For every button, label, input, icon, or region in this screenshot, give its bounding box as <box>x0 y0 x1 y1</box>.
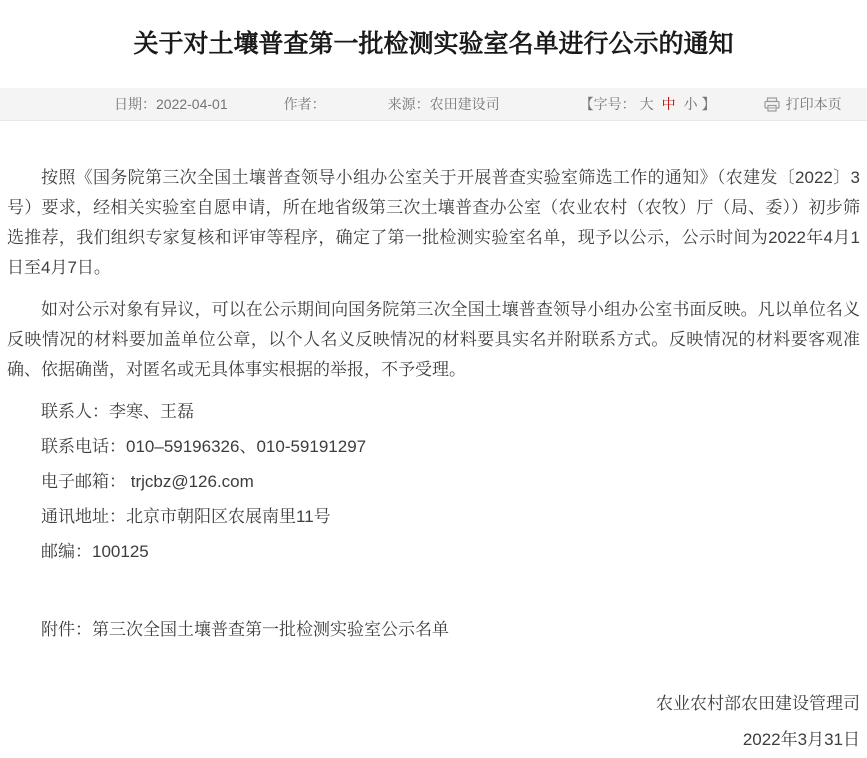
meta-source <box>388 94 500 114</box>
notice-paragraph-2: 如对公示对象有异议，可以在公示期间向国务院第三次全国土壤普查领导小组办公室书面反映。凡以单位名义反映情况的材料要加盖单位公章，以个人名义反映情况的材料要具实名并附联系方式。反映情况的材料要客观准确、依据确凿，对匿名或无具体事实根据的举报，不予受理。 <box>7 300 860 379</box>
meta-date-label: 日期： <box>114 96 156 112</box>
meta-bar <box>0 88 867 121</box>
meta-author-label: 作者： <box>283 96 326 112</box>
contact-address-line: 通讯地址：北京市朝阳区农展南里11号 <box>41 507 331 526</box>
font-size-medium-button[interactable]: 中 <box>661 96 676 112</box>
meta-date <box>114 94 228 114</box>
print-button-label: 打印本页 <box>785 96 842 112</box>
font-size-large-button[interactable]: 大 <box>639 96 654 112</box>
attachment-label: 附件： <box>41 620 92 639</box>
meta-date-value: 2022-04-01 <box>156 96 228 112</box>
contact-email-line: 电子邮箱： trjcbz@126.com <box>41 472 254 491</box>
meta-source-label: 来源： <box>387 96 430 112</box>
meta-source-value: 农田建设司 <box>429 96 500 112</box>
font-size-control <box>580 94 716 114</box>
attachment-link[interactable]: 第三次全国土壤普查第一批检测实验室公示名单 <box>92 620 449 639</box>
attachment-line <box>7 615 860 645</box>
contact-person-line: 联系人：李寒、王磊 <box>41 402 194 421</box>
notice-paragraph-1: 按照《国务院第三次全国土壤普查领导小组办公室关于开展普查实验室筛选工作的通知》（农建发〔2022〕3号）要求，经相关实验室自愿申请，所在地省级第三次土壤普查办公室（农业农村（农牧）厅（局、委））初步筛选推荐，我们组织专家复核和评审等程序，确定了第一批检测实验室名单，现予以公示，公示时间为2022年4月1日至4月7日。 <box>7 168 860 277</box>
signature: 农业农村部农田建设管理司 <box>656 694 860 713</box>
contact-postcode-line: 邮编：100125 <box>41 542 149 561</box>
signature-date: 2022年3月31日 <box>742 730 860 749</box>
font-size-bracket-open: 【字号： <box>579 96 636 112</box>
page-title: 关于对土壤普查第一批检测实验室名单进行公示的通知 <box>133 30 734 58</box>
font-size-bracket-close: 】 <box>701 96 716 112</box>
meta-author <box>284 94 326 114</box>
notice-body <box>0 121 867 755</box>
contact-phone-line: 联系电话：010–59196326、010-59191297 <box>41 437 367 456</box>
signature-block <box>7 689 860 755</box>
print-button[interactable] <box>764 94 842 114</box>
printer-icon <box>764 97 780 112</box>
font-size-small-button[interactable]: 小 <box>683 96 698 112</box>
